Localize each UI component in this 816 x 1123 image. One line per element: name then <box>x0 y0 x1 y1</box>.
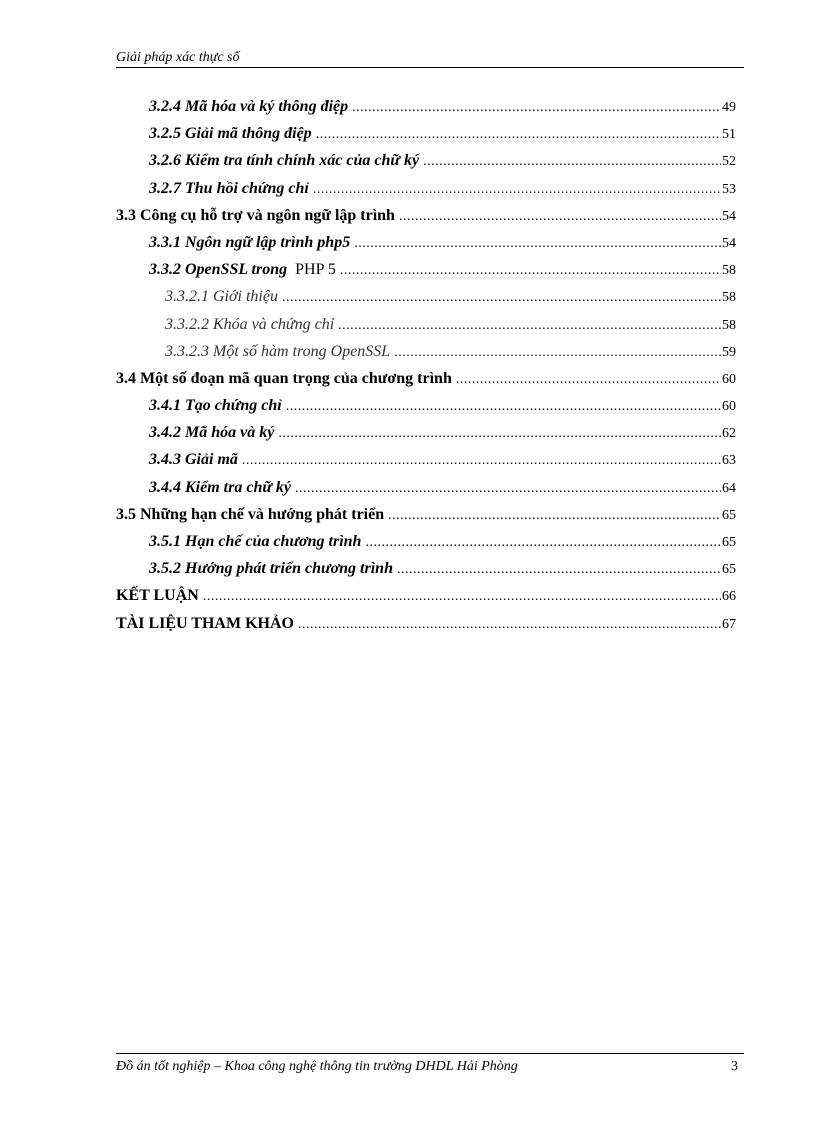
toc-dot-leader <box>338 312 721 339</box>
toc-entry[interactable] <box>116 582 736 609</box>
toc-entry[interactable] <box>116 610 736 637</box>
toc-entry-label: 3.4 Một số đoạn mã quan trọng của chương trình <box>116 369 452 387</box>
toc-entry-label: 3.2.6 Kiểm tra tính chính xác của chữ ký <box>149 152 420 170</box>
toc-entry-label: 3.3 Công cụ hỗ trợ và ngôn ngữ lập trình <box>116 206 395 224</box>
toc-dot-leader <box>316 121 721 148</box>
header-title: Giải pháp xác thực số <box>116 50 240 65</box>
toc-entry-extra: PHP 5 <box>295 261 336 279</box>
table-of-contents <box>116 93 736 637</box>
toc-entry[interactable] <box>116 392 736 419</box>
toc-entry-page-number: 58 <box>722 263 736 279</box>
toc-entry[interactable] <box>116 338 736 365</box>
toc-entry-page-number: 64 <box>722 480 736 496</box>
toc-entry-page-number: 58 <box>722 290 736 306</box>
toc-dot-leader <box>298 611 721 638</box>
page-footer <box>116 1053 744 1076</box>
toc-entry[interactable] <box>116 283 736 310</box>
toc-entry-page-number: 52 <box>722 154 736 170</box>
toc-entry-page-number: 63 <box>722 453 736 469</box>
toc-entry[interactable] <box>116 419 736 446</box>
toc-entry-label: 3.4.3 Giải mã <box>149 451 238 469</box>
toc-dot-leader <box>352 94 721 121</box>
toc-entry-label: 3.4.1 Tạo chứng chỉ <box>149 397 282 415</box>
toc-entry-label: TÀI LIỆU THAM KHẢO <box>116 614 294 632</box>
toc-entry[interactable] <box>116 474 736 501</box>
toc-dot-leader <box>313 176 721 203</box>
toc-entry-label: 3.4.2 Mã hóa và ký <box>149 424 275 442</box>
toc-entry[interactable] <box>116 202 736 229</box>
toc-dot-leader <box>456 366 721 393</box>
toc-entry-label: 3.2.7 Thu hồi chứng chỉ <box>149 179 309 197</box>
toc-dot-leader <box>394 339 721 366</box>
toc-dot-leader <box>286 393 721 420</box>
toc-entry-label: 3.3.2 OpenSSL trong <box>149 261 288 279</box>
toc-dot-leader <box>278 420 721 447</box>
toc-dot-leader <box>203 583 721 610</box>
toc-dot-leader <box>354 230 721 257</box>
toc-entry-label: 3.5 Những hạn chế và hướng phát triển <box>116 505 385 523</box>
toc-entry-page-number: 53 <box>722 181 736 197</box>
toc-entry-page-number: 67 <box>722 616 736 632</box>
toc-entry-page-number: 62 <box>722 426 736 442</box>
toc-entry-page-number: 58 <box>722 317 736 333</box>
toc-entry[interactable] <box>116 311 736 338</box>
toc-entry-label: 3.3.2.1 Giới thiệu <box>165 288 278 306</box>
toc-entry-page-number: 54 <box>722 208 736 224</box>
toc-entry-page-number: 59 <box>722 344 736 360</box>
toc-entry-page-number: 51 <box>722 127 736 143</box>
toc-dot-leader <box>399 203 721 230</box>
toc-entry[interactable] <box>116 555 736 582</box>
toc-entry[interactable] <box>116 501 736 528</box>
toc-entry-label: 3.3.2.2 Khóa và chứng chỉ <box>165 315 335 333</box>
toc-entry-label: 3.2.5 Giải mã thông điệp <box>149 125 312 143</box>
toc-entry-label: 3.5.1 Hạn chế của chương trình <box>149 533 362 550</box>
toc-dot-leader <box>340 257 721 284</box>
toc-dot-leader <box>365 529 721 556</box>
toc-entry-label: KẾT LUẬN <box>116 587 199 605</box>
toc-dot-leader <box>282 284 721 311</box>
toc-entry[interactable] <box>116 147 736 174</box>
toc-entry-page-number: 65 <box>722 535 736 550</box>
toc-entry[interactable] <box>116 365 736 392</box>
toc-entry-label: 3.2.4 Mã hóa và ký thông điệp <box>149 98 349 115</box>
toc-entry-label: 3.4.4 Kiểm tra chữ ký <box>149 478 292 496</box>
toc-dot-leader <box>423 148 721 175</box>
toc-entry-page-number: 66 <box>722 589 736 605</box>
toc-entry-label: 3.3.2.3 Một số hàm trong OpenSSL <box>165 342 391 360</box>
toc-entry[interactable] <box>116 93 736 120</box>
toc-entry-page-number: 49 <box>722 100 736 115</box>
toc-entry[interactable] <box>116 256 736 283</box>
toc-entry[interactable] <box>116 528 736 555</box>
toc-entry-page-number: 60 <box>722 371 736 387</box>
toc-entry-page-number: 60 <box>722 399 736 415</box>
toc-entry-label: 3.5.2 Hướng phát triển chương trình <box>149 560 393 578</box>
toc-dot-leader <box>295 475 721 502</box>
toc-entry-page-number: 54 <box>722 235 736 251</box>
footer-page-number: 3 <box>731 1059 738 1074</box>
toc-entry[interactable] <box>116 229 736 256</box>
toc-entry-page-number: 65 <box>722 507 736 523</box>
toc-dot-leader <box>242 447 721 474</box>
toc-entry[interactable] <box>116 175 736 202</box>
toc-entry-label: 3.3.1 Ngôn ngữ lập trình php5 <box>149 233 351 251</box>
toc-entry[interactable] <box>116 446 736 473</box>
toc-entry-page-number: 65 <box>722 562 736 578</box>
toc-dot-leader <box>388 502 721 529</box>
toc-dot-leader <box>397 556 721 583</box>
toc-entry[interactable] <box>116 120 736 147</box>
page-header <box>116 49 744 68</box>
footer-text: Đồ án tốt nghiệp – Khoa công nghệ thông tin trường DHDL Hải Phòng <box>116 1059 518 1074</box>
